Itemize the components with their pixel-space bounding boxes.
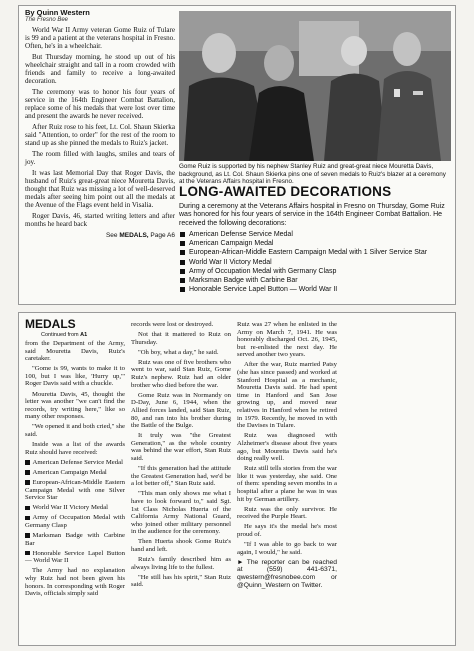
continuation-column-3 bbox=[237, 321, 337, 592]
story-paragraph: The Army had no explanation why Ruiz had not been given his honors. In corresponding with Roger Davis, officials simply said bbox=[25, 567, 125, 598]
continuation-column-2 bbox=[131, 321, 231, 592]
story-paragraph: Ruiz still tells stories from the war like it was yesterday, she said. One of them: spending seven months in a hospital after a plane he was in was hit by German artillery. bbox=[237, 465, 337, 503]
bullet-square-icon bbox=[180, 287, 185, 292]
continuation-column-1 bbox=[25, 340, 125, 600]
story-paragraph: Inside was a list of the awards Ruiz should have received: bbox=[25, 441, 125, 456]
story-paragraph: "We opened it and both cried," she said. bbox=[25, 423, 125, 439]
story-paragraph: Mouretta Davis, 45, thought the letter was another "we can't find the records, try writing here," like so many other responses. bbox=[25, 390, 125, 421]
photo-caption: Gome Ruiz is supported by his nephew Stanley Ruiz and great-great niece Mouretta Davis, background, as Lt. Col. Shaun Skierka pins one of seven medals to Ruiz's blazer at a ceremony at the Veterans Affairs hospital in Fresno. bbox=[179, 163, 446, 185]
award-label: American Defense Service Medal bbox=[32, 458, 123, 466]
bullet-square-icon bbox=[180, 250, 185, 255]
ceremony-photo-illustration bbox=[179, 11, 451, 161]
bullet-square-icon bbox=[180, 269, 185, 274]
bullet-square-icon bbox=[25, 551, 30, 556]
award-label: American Campaign Medal bbox=[32, 468, 107, 476]
story-paragraph: "This man only shows me what I have to look forward to," said Sgt. 1st Class Nicholas Huerta of the California Army National Guard, who joined other military personnel in the audience for the ceremony. bbox=[131, 490, 231, 536]
bullet-square-icon bbox=[25, 470, 30, 475]
story-paragraph: Then Huerta shook Gome Ruiz's hand and left. bbox=[131, 538, 231, 554]
jump-prefix: See bbox=[105, 232, 118, 239]
story-paragraph: The ceremony was to honor his four years of service in the 164th Engineer Combat Battalion, replace some of his medals that were lost over time and present the awards he never received. bbox=[25, 88, 175, 120]
continued-from-page: A1 bbox=[80, 332, 88, 338]
bullet-square-icon bbox=[25, 533, 30, 538]
story-paragraph: "Oh boy, what a day," he said. bbox=[138, 348, 219, 356]
award-label: European-African-Middle Eastern Campaign Medal with one Silver Service Star bbox=[25, 479, 125, 502]
story-paragraph: Not that it mattered to Ruiz on Thursday. bbox=[131, 331, 231, 346]
bullet-square-icon bbox=[180, 278, 185, 283]
award-label: World War II Victory Medal bbox=[32, 504, 109, 512]
continuation-clipping bbox=[18, 312, 456, 646]
bullet-square-icon bbox=[25, 460, 30, 465]
medal-label: American Campaign Medal bbox=[189, 240, 274, 248]
story-paragraph: World War II Army veteran Gome Ruiz of Tulare is 99 and a patient at the veterans hospital in Fresno. Often, he's in a wheelchair. bbox=[25, 26, 175, 50]
medal-item bbox=[179, 230, 451, 239]
continued-from bbox=[41, 332, 87, 338]
award-item bbox=[25, 514, 125, 529]
story-paragraph: Roger Davis, 46, started writing letters and after months he heard back bbox=[25, 212, 175, 228]
byline bbox=[25, 8, 185, 23]
story-paragraph: Ruiz was one of five brothers who went to war, said Stan Ruiz, Gome Ruiz's nephew. Ruiz had an older brother who died before the war. bbox=[131, 358, 231, 389]
story-paragraph: "If I was able to go back to war again, I would," he said. bbox=[237, 541, 337, 556]
story-paragraph: After the war, Ruiz married Patsy (she has since passed) and worked at Stanford Hospital as a mechanic, Mouretta Davis said. He had spent time in Hanford and San Jose growing up, and moved near relatives in Hanford when he retired in 1979. Recently, he moved in with the Davises in Tulare. bbox=[237, 361, 337, 430]
jump-label: MEDALS, bbox=[119, 232, 149, 239]
bullet-square-icon bbox=[180, 260, 185, 265]
sidebar-headline: LONG-AWAITED DECORATIONS bbox=[179, 184, 392, 199]
award-item bbox=[25, 532, 125, 547]
story-paragraph: records were lost or destroyed. bbox=[131, 321, 214, 328]
award-item bbox=[25, 479, 125, 502]
story-paragraph: "Gome is 99, wants to make it to 100, but I was like, 'Hurry up,'" Roger Davis said with a chuckle. bbox=[25, 365, 125, 388]
medal-item bbox=[179, 248, 451, 257]
continued-from-label: Continued from bbox=[41, 332, 79, 338]
story-paragraph: Ruiz was diagnosed with Alzheimer's disease about five years ago, but Mouretta Davis said he's doing really well. bbox=[237, 432, 337, 463]
award-label: Honorable Service Lapel Button — World War II bbox=[25, 549, 125, 565]
byline-author: By Quinn Western bbox=[25, 8, 90, 17]
medal-label: Army of Occupation Medal with Germany Clasp bbox=[189, 267, 337, 275]
medal-list bbox=[179, 230, 451, 294]
bullet-square-icon bbox=[180, 232, 185, 237]
medal-label: World War II Victory Medal bbox=[189, 258, 272, 266]
medal-item bbox=[179, 258, 451, 267]
medal-label: European-African-Middle Eastern Campaign Medal with 1 Silver Service Star bbox=[189, 249, 428, 257]
award-label: Marksman Badge with Carbine Bar bbox=[25, 532, 125, 547]
story-paragraph: Ruiz was 27 when he enlisted in the Army on March 7, 1941. He was honorably discharged Oct. 26, 1945, but re-enlisted the next day. He served another two years. bbox=[237, 321, 337, 359]
medal-item bbox=[179, 285, 451, 294]
sidebar-lead: During a ceremony at the Veterans Affairs hospital in Fresno on Thursday, Gome Ruiz was honored for his four years of service in the 164th Engineer Combat Battalion. He received the following decorations: bbox=[179, 203, 445, 227]
bullet-square-icon bbox=[180, 241, 185, 246]
bullet-square-icon bbox=[25, 506, 30, 511]
medal-item bbox=[179, 239, 451, 248]
story-paragraph: After Ruiz rose to his feet, Lt. Col. Shaun Skierka said "Attention, to order" for the rest of the room to stand up as she pinned the medals to Ruiz's jacket. bbox=[25, 123, 175, 147]
medal-item bbox=[179, 276, 451, 285]
award-label: Army of Occupation Medal with Germany Clasp bbox=[25, 514, 125, 529]
story-paragraph: It was last Memorial Day that Roger Davis, the husband of Ruiz's great-great niece Mouretta Davis, thought that Ruiz was missing a lot of well-deserved medals after seeing him point out all the medals at the Avenue of the Flags event held in Visalia. bbox=[25, 169, 175, 209]
story-paragraph: Ruiz's family described him as always living life to the fullest. bbox=[131, 556, 231, 571]
story-paragraph: He says it's the medal he's most proud of. bbox=[237, 523, 337, 538]
front-page-clipping bbox=[18, 5, 456, 305]
medal-item bbox=[179, 267, 451, 276]
story-paragraph: "He still has his spirit," Stan Ruiz said. bbox=[131, 573, 231, 589]
reporter-contact: ► The reporter can be reached at (559) 441-6371, qwestern@fresnobee.com or @Quinn_Western on Twitter. bbox=[237, 558, 337, 589]
award-item bbox=[25, 550, 125, 565]
story-paragraph: The room filled with laughs, smiles and tears of joy. bbox=[25, 150, 175, 166]
story-paragraph: But Thursday morning, he stood up out of his wheelchair straight and tall in a room crowded with friends and family to receive a long-awaited decoration. bbox=[25, 53, 175, 85]
award-item bbox=[25, 504, 125, 512]
story-paragraph: "If this generation had the attitude the Greatest Generation had, we'd be a lot better off," Stan Ruiz said. bbox=[131, 465, 231, 488]
medal-label: Honorable Service Lapel Button — World War II bbox=[189, 286, 338, 294]
ceremony-photo bbox=[179, 11, 451, 161]
medal-label: Marksman Badge with Carbine Bar bbox=[189, 277, 298, 285]
continuation-headline: MEDALS bbox=[25, 317, 76, 331]
story-column bbox=[25, 26, 175, 242]
award-item bbox=[25, 459, 125, 467]
story-paragraph: It truly was "the Greatest Generation," as the whole country was behind the war effort, Stan Ruiz said. bbox=[131, 432, 231, 462]
jump-line bbox=[25, 232, 175, 239]
jump-page: Page A6 bbox=[150, 232, 175, 239]
award-item bbox=[25, 469, 125, 477]
story-paragraph: Gome Ruiz was in Normandy on D-Day, June 6, 1944, when the Allied forces landed, said Stan Ruiz, 80, and ran into his brother during the Battle of the Bulge. bbox=[131, 391, 231, 430]
bullet-square-icon bbox=[25, 516, 30, 521]
story-paragraph: Ruiz was the only survivor. He received the Purple Heart. bbox=[237, 505, 337, 521]
story-paragraph: from the Department of the Army, said Mouretta Davis, Ruiz's caretaker. bbox=[25, 340, 125, 363]
bullet-square-icon bbox=[25, 480, 30, 485]
byline-paper: The Fresno Bee bbox=[25, 17, 69, 23]
medal-label: American Defense Service Medal bbox=[189, 231, 293, 238]
